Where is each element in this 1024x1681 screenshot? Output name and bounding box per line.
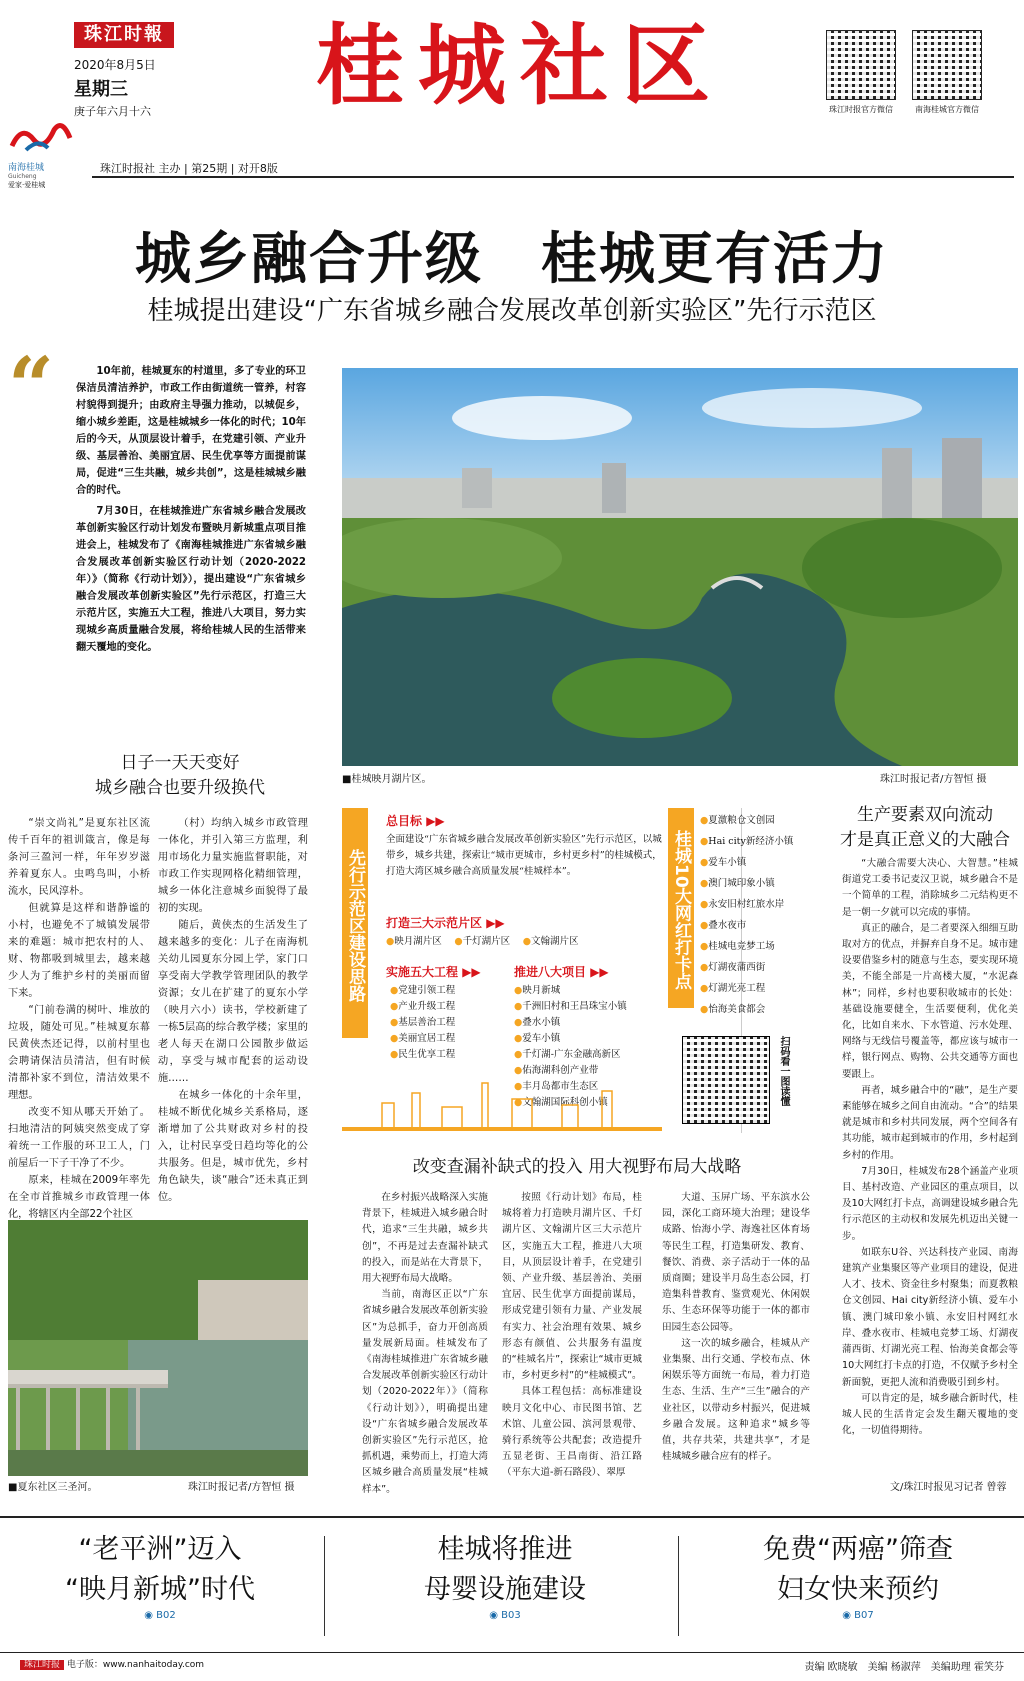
spots-vertical-title: 桂城10大网红打卡点	[668, 808, 694, 1008]
teaser-b02-l1: “老平洲”迈入	[78, 1534, 242, 1565]
spot-item: 灯湖夜蒲西街	[708, 962, 766, 973]
qr-caption-2: 南海桂城官方微信	[915, 105, 979, 114]
eight-list: ●映月新城 ●千洲旧村和王昌珠宝小镇 ●叠水小镇 ●爱车小镇 ●千灯湖-广东金融高新区 ●佑海湖科创产业带 ●丰月岛都市生态区 ●文翰湖国际科创小镇	[514, 985, 627, 1108]
section2-para: 按照《行动计划》布局，桂城将着力打造映月湖片区、千灯湖片区、文翰湖片区三大示范片区，实施五大工程，推进八大项目，从顶层设计着手，在党建引领、产业升级、基层善治、美丽宜居、民生优享方面提前谋局，形成党建引领有力量、产业发展有实力、社会治理有效果、城乡形态有颜值、公共服务有温度的“桂城名片”，探索让“城市更城市，乡村更乡村”的“桂城模式”。	[502, 1192, 642, 1382]
five-item: 党建引领工程	[398, 985, 456, 996]
intro-p1: 10年前，桂城夏东的村道里，多了专业的环卫保洁员清洁养护，市政工作由街道统一管养，村容村貌得到提升；由政府主导强力推动，以城促乡，缩小城乡差距，这是桂城城乡一体化的时代；10年后的今天，从顶层设计着手，在党建引领、产业升级、基层善治、美丽宜居、民生优享等方面提前谋局，促进“三生共融，城乡共创”，这是桂城城乡融合的时代。	[76, 366, 306, 496]
scan-note: 扫码看一图读懂	[778, 1036, 789, 1106]
five-label: 实施五大工程 ▶▶	[386, 965, 481, 979]
skyline-illustration	[342, 1073, 662, 1131]
spot-item: 永安旧村红旅水岸	[708, 899, 785, 910]
three-item: 千灯湖片区	[462, 936, 511, 947]
eight-item: 爱车小镇	[522, 1033, 561, 1044]
section1-title-l1: 日子一天天变好	[120, 753, 240, 773]
photo1-caption: ■桂城映月湖片区。	[342, 774, 432, 785]
section1-title	[40, 748, 320, 798]
section2-para: 大道、玉屏广场、平东滨水公园，深化工商环境大治理；建设华成路、怡海小学、海逸社区体育场等民生工程，打造集研发、教育、餐饮、消费、亲子活动于一体的品质商圈；建设半月岛生态公园，打造集科普教育、鉴赏观光、休闲娱乐、生态环保等功能于一体的都市田园生态公园等。	[662, 1192, 810, 1333]
eight-label: 推进八大项目 ▶▶	[514, 965, 609, 979]
eight-item: 映月新城	[522, 985, 561, 996]
spot-item: 灯湖光亮工程	[708, 983, 766, 994]
infobox-qr-code[interactable]	[682, 1036, 770, 1124]
section2-para: 在乡村振兴战略深入实施背景下，桂城进入城乡融合时代，追求“三生共融，城乡共创”，不再是过去查漏补缺式的投入，而是站在大背景下，用大视野布局大战略。	[362, 1192, 488, 1285]
logo-sub: Guicheng	[8, 173, 37, 180]
spot-item: 爱车小镇	[708, 857, 747, 868]
teaser-b07-l1: 免费“两癌”筛查	[763, 1534, 953, 1565]
photo2-caption: ■夏东社区三圣河。	[8, 1482, 98, 1493]
river-photo	[8, 1220, 308, 1476]
spot-item: 叠水夜市	[708, 920, 747, 931]
spot-item: 怡海美食都会	[708, 1004, 766, 1015]
eight-item: 佑海湖科创产业带	[522, 1065, 599, 1076]
spot-item: Hai city新经济小镇	[708, 836, 794, 847]
five-item: 产业升级工程	[398, 1001, 456, 1012]
section-right-para: 7月30日，桂城发布28个涵盖产业项目、基村改造、产业园区的重点项目，以及10大网红打卡点，高调建设城乡融合先行示范区的主动权和发展先机迈出关键一步。	[842, 1165, 1018, 1242]
section-right-title-l1: 生产要素双向流动	[857, 805, 993, 825]
date: 2020年8月5日	[74, 58, 156, 72]
footer-brand: 珠江时报	[20, 1660, 64, 1670]
teaser-b02-l2: “映月新城”时代	[65, 1574, 255, 1605]
section1-title-l2: 城乡融合也要升级换代	[95, 778, 265, 798]
logo-wave-icon	[8, 120, 88, 156]
date-block	[74, 56, 156, 119]
section2-col1	[362, 1190, 488, 1498]
section-right-title-l2: 才是真正意义的大融合	[840, 830, 1010, 850]
teaser-b02[interactable]	[10, 1530, 310, 1621]
three-item: 映月湖片区	[394, 936, 442, 947]
section2-para: 当前，南海区正以“广东省城乡融合发展改革创新实验区”为总抓手，奋力开创高质量发展新局面。桂城发布了《南海桂城推进广东省城乡融合发展改革创新实验区行动计划（2020-2022年）》（简称《行动计划》），明确提出建设“广东省城乡融合发展改革创新实验区”先行示范区，抢抓机遇，乘势而上，打造大湾区城乡融合高质量发展“桂城样本”。	[362, 1289, 488, 1495]
three-label: 打造三大示范片区 ▶▶	[386, 916, 505, 930]
five-item: 基层善治工程	[398, 1017, 456, 1028]
qr-icon	[683, 1037, 769, 1123]
eight-item: 千灯湖-广东金融高新区	[522, 1049, 621, 1060]
quote-mark-icon: “	[8, 339, 55, 433]
lake-photo	[342, 368, 1018, 766]
section1-para: 原来，桂城在2009年率先在全市首推城乡市政管理一体化，将辖区内全部22个社区	[8, 1175, 150, 1220]
intro-text	[76, 363, 306, 656]
five-item: 民生优享工程	[398, 1049, 456, 1060]
bottom-divider	[0, 1516, 1024, 1518]
section-right-body	[842, 856, 1018, 1439]
section1-para: “门前卷满的树叶、堆放的垃圾，随处可见。”桂城夏东幕民黄侠杰还记得，以前村里也会聘请保洁员清洁，但有时候清都补家不到位，清洁效果不理想。	[8, 1005, 150, 1101]
page-tag: ◉ B07	[842, 1610, 874, 1621]
teaser-b03[interactable]	[345, 1530, 665, 1621]
goal-text: 全面建设“广东省城乡融合发展改革创新实验区”先行示范区，以城带乡，城乡共建，探索让“城市更城市，乡村更乡村”的桂城模式，打造大湾区城乡融合高质量发展“桂城样本”。	[386, 834, 662, 877]
byline: 文/珠江时报见习记者 曾蓉	[890, 1482, 1007, 1493]
footer-divider	[0, 1652, 1024, 1653]
eight-item: 文翰湖国际科创小镇	[522, 1097, 608, 1108]
section-right-para: 真正的融合，是二者要深入细细互助取对方的优点，并摒弃自身不足。城市建设要借鉴乡村的随意与生态，要实现环境美，不能全部是一片高楼大厦，“水泥森林”；同样，乡村也要积收城市的长处：基础设施要健全，生活要便利，优化美化，比如自来水、下水管道、污水处理、网络与无线信号覆盖等，都应该与城市一样，银行网点、购物、公共交通等方面也要跟上。	[842, 922, 1018, 1080]
page-tag: ◉ B03	[489, 1610, 521, 1621]
section2-para: 这一次的城乡融合，桂城从产业集聚、出行交通、学校布点、休闲娱乐等方面统一布局，着力打造生态、生活、生产“三生”融合的产业社区，以带动乡村振兴，促进城乡融合发展。这种追求“城乡等值，共存共荣，共建共享”，才是桂城城乡融合应有的样子。	[662, 1337, 810, 1463]
infobox-vertical-title: 先行示范区建设思路	[342, 808, 368, 1038]
footer-left	[20, 1657, 204, 1670]
divider	[92, 176, 1014, 178]
footer-site[interactable]: 电子版：www.nanhaitoday.com	[66, 1660, 205, 1670]
footer-editors: 责编 欧晓敏 美编 杨淑萍 美编助理 霍笑芬	[804, 1662, 1004, 1673]
section1-para: 在城乡一体化的十余年里，桂城不断优化城乡关系格局，逐渐增加了公共财政对乡村的投入，让村民享受日趋均等化的公共服务。但是，城市优先，乡村角色缺失，谈“融合”还未真正到位。	[158, 1090, 308, 1203]
section-right-para: “大融合需要大决心、大智慧。”桂城街道党工委书记麦汉卫说，城乡融合不是一个简单的工程，消除城乡二元结构更不是一朝一夕就可以完成的事情。	[842, 858, 1018, 918]
section2-col3	[662, 1190, 810, 1465]
eight-item: 千洲旧村和王昌珠宝小镇	[522, 1001, 627, 1012]
section-right-para: 再者，城乡融合中的“融”，是生产要素能够在城乡之间自由流动。“合”的结果就是城市和乡村共同发展，两个空间各有其功能，城市起到城市的作用，乡村起到乡村的作用。	[842, 1084, 1018, 1161]
section1-para: （村）均纳入城乡市政管理一体化，并引入第三方监理，利用市场化力量实施监督职能，对市政工作实现网格化精细管理，城乡一体化注意城乡面貌得了最初的实现。	[158, 818, 308, 914]
section-right-title	[830, 800, 1020, 850]
spot-item: 澳门城印象小镇	[708, 878, 775, 889]
spot-item: 夏激粮仓文创园	[708, 815, 775, 826]
photo2-credit: 珠江时报记者/方智恒 摄	[188, 1482, 295, 1493]
qr-code-1[interactable]	[826, 30, 896, 100]
section1-col2	[158, 815, 308, 1206]
section1-col1	[8, 815, 150, 1223]
lunar-date: 庚子年六月十六	[74, 105, 151, 118]
subheadline: 桂城提出建设“广东省城乡融合发展改革创新实验区”先行示范区	[147, 296, 877, 326]
three-item: 文翰湖片区	[530, 936, 579, 947]
weekday: 星期三	[74, 79, 128, 100]
three-list: ●映月湖片区 ●千灯湖片区 ●文翰湖片区	[386, 936, 579, 947]
qr-code-2[interactable]	[912, 30, 982, 100]
divider	[678, 1536, 679, 1636]
publisher-info: 珠江时报社 主办 | 第25期 | 对开8版	[100, 162, 278, 175]
five-list: ●党建引领工程 ●产业升级工程 ●基层善治工程 ●美丽宜居工程 ●民生优享工程	[390, 985, 456, 1060]
goal-label: 总目标 ▶▶	[386, 814, 445, 828]
eight-item: 叠水小镇	[522, 1017, 561, 1028]
logo-text: 南海桂城	[8, 163, 45, 173]
five-item: 美丽宜居工程	[398, 1033, 456, 1044]
section1-para: 改变不知从哪天开始了。扫地清洁的阿姨突然变成了穿着统一工作服的环卫工人，门前屋后一下子干净了不少。	[8, 1107, 150, 1169]
section1-para: 随后，黄侠杰的生活发生了越来越多的变化：儿子在南海机关幼儿园夏东分园上学，家门口享受南大学教学管理团队的教学资源；女儿在扩建了的夏东小学（映月六小）读书，学校新建了一栋5层高的综合教学楼；家里的老人每天在湖口公园散步做运动，享受与城市配套的运动设施……	[158, 920, 308, 1084]
page-tag: ◉ B02	[144, 1610, 176, 1621]
section2-title: 改变查漏补缺式的投入 用大视野布局大战略	[412, 1157, 742, 1177]
teaser-b07-l2: 妇女快来预约	[777, 1574, 939, 1605]
section2-para: 具体工程包括：高标准建设映月文化中心、市民图书馆、艺术馆、儿童公园、滨河景观带、骑行系统等公共配套；改造提升五显老街、王昌南街、沿江路（平东大道-新石路段）、翠厚	[502, 1386, 642, 1479]
brand-logo: 珠江时報	[74, 22, 174, 48]
teaser-b07[interactable]	[700, 1530, 1016, 1621]
guicheng-logo	[8, 120, 88, 189]
headline: 城乡融合升级 桂城更有活力	[135, 227, 889, 292]
section-right-para: 如联东U谷、兴达科技产业园、南海建筑产业集聚区等产业项目的建设，促进人才、技术、资金往乡村聚集；而夏教粮仓文创园、Hai city新经济小镇、爱车小镇、澳门城印象小镇、永安旧村网红水岸、叠水夜市、桂城电竞梦工场、灯湖夜蒲西街、灯湖光亮工程、怡海美食都会等10大网红打卡点的打造，不仅赋予乡村全新面貌，更把人流和消费吸引到乡村。	[842, 1246, 1018, 1388]
intro-p2: 7月30日，在桂城推进广东省城乡融合发展改革创新实验区行动计划发布暨映月新城重点项目推进会上，桂城发布了《南海桂城推进广东省城乡融合发展改革创新实验区行动计划（2020-2022年）》（简称《行动计划》），提出建设“广东省城乡融合发展改革创新实验区”先行示范区，打造三大示范片区，实施五大工程，推进八大项目，努力实现城乡高质量融合发展，将给桂城人民的生活带来翻天覆地的变化。	[76, 506, 306, 653]
eight-item: 丰月岛都市生态区	[522, 1081, 599, 1092]
qr-icon	[826, 30, 896, 100]
page-title: 桂城社区	[315, 13, 724, 117]
spot-item: 桂城电竞梦工场	[708, 941, 775, 952]
logo-motto: 爱家·爱桂城	[8, 181, 46, 189]
section1-para: “崇文尚礼”是夏东社区流传千百年的祖训箴言，像是每条河三盈河一样，年年岁岁滋养着夏东人。虫鸣鸟叫，小桥流水，民风淳朴。	[8, 818, 150, 897]
qr-icon	[912, 30, 982, 100]
photo1-credit: 珠江时报记者/方智恒 摄	[880, 774, 987, 785]
section2-col2	[502, 1190, 642, 1482]
section1-para: 但就算是这样和谐静谧的小村，也避免不了城镇发展带来的难题：城市把农村的人、财、物都吸到城里去，越来越少人为了维护乡村的美丽而留下来。	[8, 903, 150, 999]
qr-caption-1: 珠江时报官方微信	[829, 105, 893, 114]
section-right-para: 可以肯定的是，城乡融合新时代，桂城人民的生活肯定会发生翻天覆地的变化，一切值得期待。	[842, 1392, 1018, 1437]
divider	[324, 1536, 325, 1636]
spots-list: ●夏激粮仓文创园 ●Hai city新经济小镇 ●爱车小镇 ●澳门城印象小镇 ●永安旧村红旅水岸 ●叠水夜市 ●桂城电竞梦工场 ●灯湖夜蒲西街 ●灯湖光亮工程 ●怡海美食都会	[700, 815, 794, 1015]
teaser-b03-l2: 母婴设施建设	[424, 1574, 586, 1605]
teaser-b03-l1: 桂城将推进	[437, 1534, 573, 1565]
